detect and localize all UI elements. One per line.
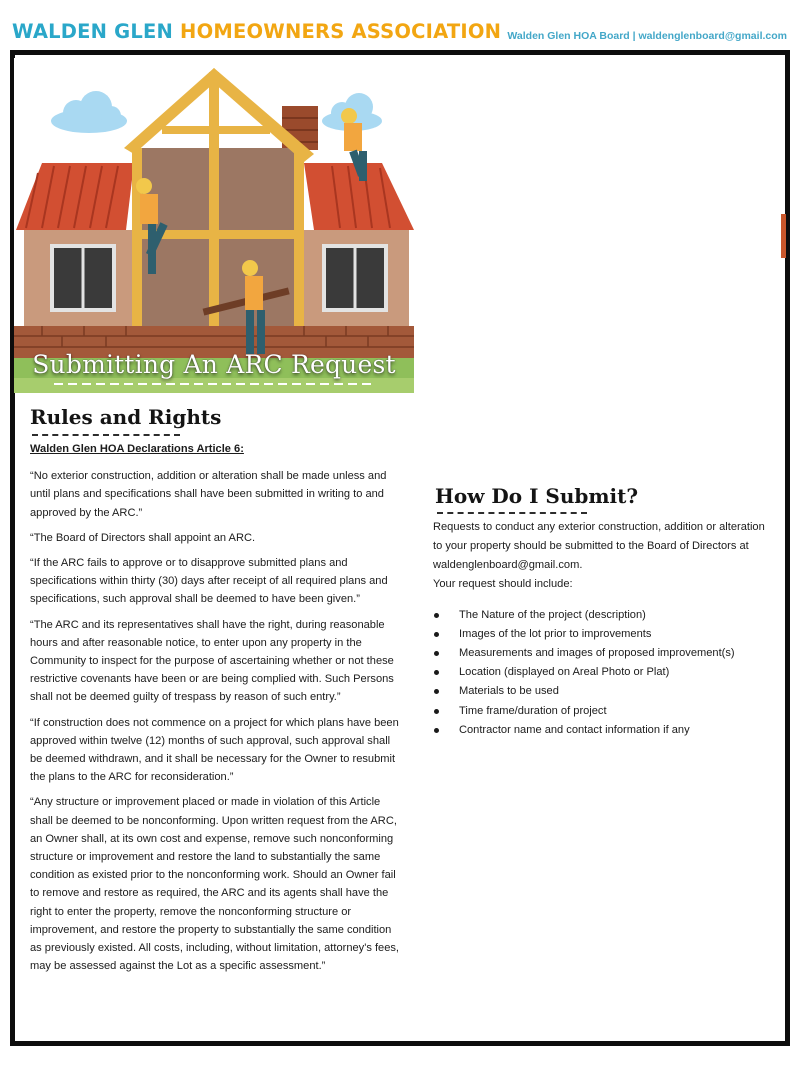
list-item: Contractor name and contact information if any — [433, 721, 773, 740]
submit-section — [433, 518, 773, 740]
include-label: Your request should include: — [433, 577, 573, 590]
page-header — [0, 0, 800, 52]
rule-paragraph: “No exterior construction, addition or alteration shall be made unless and until plans and specifications shall have been submitted in writing to and approved by the ARC.” — [30, 470, 387, 519]
brand-subtitle: HOMEOWNERS ASSOCIATION — [180, 20, 502, 43]
rules-title: Rules and Rights — [30, 405, 222, 429]
requirements-list — [433, 606, 773, 740]
submit-title-underline — [437, 512, 587, 514]
list-item: Time frame/duration of project — [433, 702, 773, 721]
bullet-icon — [434, 651, 439, 656]
bullet-icon — [434, 728, 439, 733]
list-item: Location (displayed on Areal Photo or Plat) — [433, 663, 773, 682]
hero-banner — [14, 58, 414, 393]
list-item: Images of the lot prior to improvements — [433, 625, 773, 644]
bullet-icon — [434, 689, 439, 694]
brand-name: WALDEN GLEN — [12, 20, 174, 43]
rule-paragraph: “If the ARC fails to approve or to disapprove submitted plans and specifications within thirty (30) days after receipt of all required plans and specifications, such approval shall be deemed to have been given.” — [30, 557, 388, 606]
rules-section — [30, 440, 405, 982]
rules-title-underline — [32, 434, 180, 436]
contact-info: Walden Glen HOA Board | waldenglenboard@gmail.com — [507, 30, 787, 42]
declarations-subheading: Walden Glen HOA Declarations Article 6: — [30, 443, 244, 455]
cloud-icon — [51, 91, 127, 133]
list-item: The Nature of the project (description) — [433, 606, 773, 625]
list-item: Materials to be used — [433, 682, 773, 701]
brand-title — [12, 20, 501, 43]
hero-title: Submitting An ARC Request — [32, 350, 396, 379]
rule-paragraph: “The ARC and its representatives shall have the right, during reasonable hours and after reasonable notice, to enter upon any property in the Community to inspect for the purpose of ascertaining whether or not these restrictive covenants have been or are being complied with. Such Persons shall not be deemed guilty of trespass by reason of such entry.” — [30, 618, 394, 704]
bullet-icon — [434, 613, 439, 618]
submit-intro: Requests to conduct any exterior construction, addition or alteration to your property should be submitted to the Board of Directors at waldenglenboard@gmail.com. — [433, 521, 765, 571]
bullet-icon — [434, 709, 439, 714]
house-construction-illustration — [14, 58, 414, 393]
side-accent — [781, 214, 786, 258]
bullet-icon — [434, 670, 439, 675]
rule-paragraph: “Any structure or improvement placed or made in violation of this Article shall be deemed to be nonconforming. Upon written request from the ARC, an Owner shall, at its own cost and expense, remove such nonconforming structure or improvement and restore the land to substantially the same condition as existed prior to the nonconforming work. Should an Owner fail to remove and restore as required, the ARC and its agents shall have the right to enter the property, remove the nonconforming structure or improvement, and restore the property to substantially the same condition as previously existed. All costs, including, without limitation, attorney's fees, may be assessed against the Lot as a specific assessment.” — [30, 796, 400, 973]
rule-paragraph: “The Board of Directors shall appoint an ARC. — [30, 531, 256, 544]
list-item: Measurements and images of proposed improvement(s) — [433, 644, 773, 663]
submit-title: How Do I Submit? — [435, 484, 639, 508]
rule-paragraph: “If construction does not commence on a project for which plans have been approved within twelve (12) months of such approval, such approval shall be deemed withdrawn, and it shall be necessary for the Owner to resubmit the plans to the ARC for reconsideration.” — [30, 716, 399, 784]
bullet-icon — [434, 632, 439, 637]
